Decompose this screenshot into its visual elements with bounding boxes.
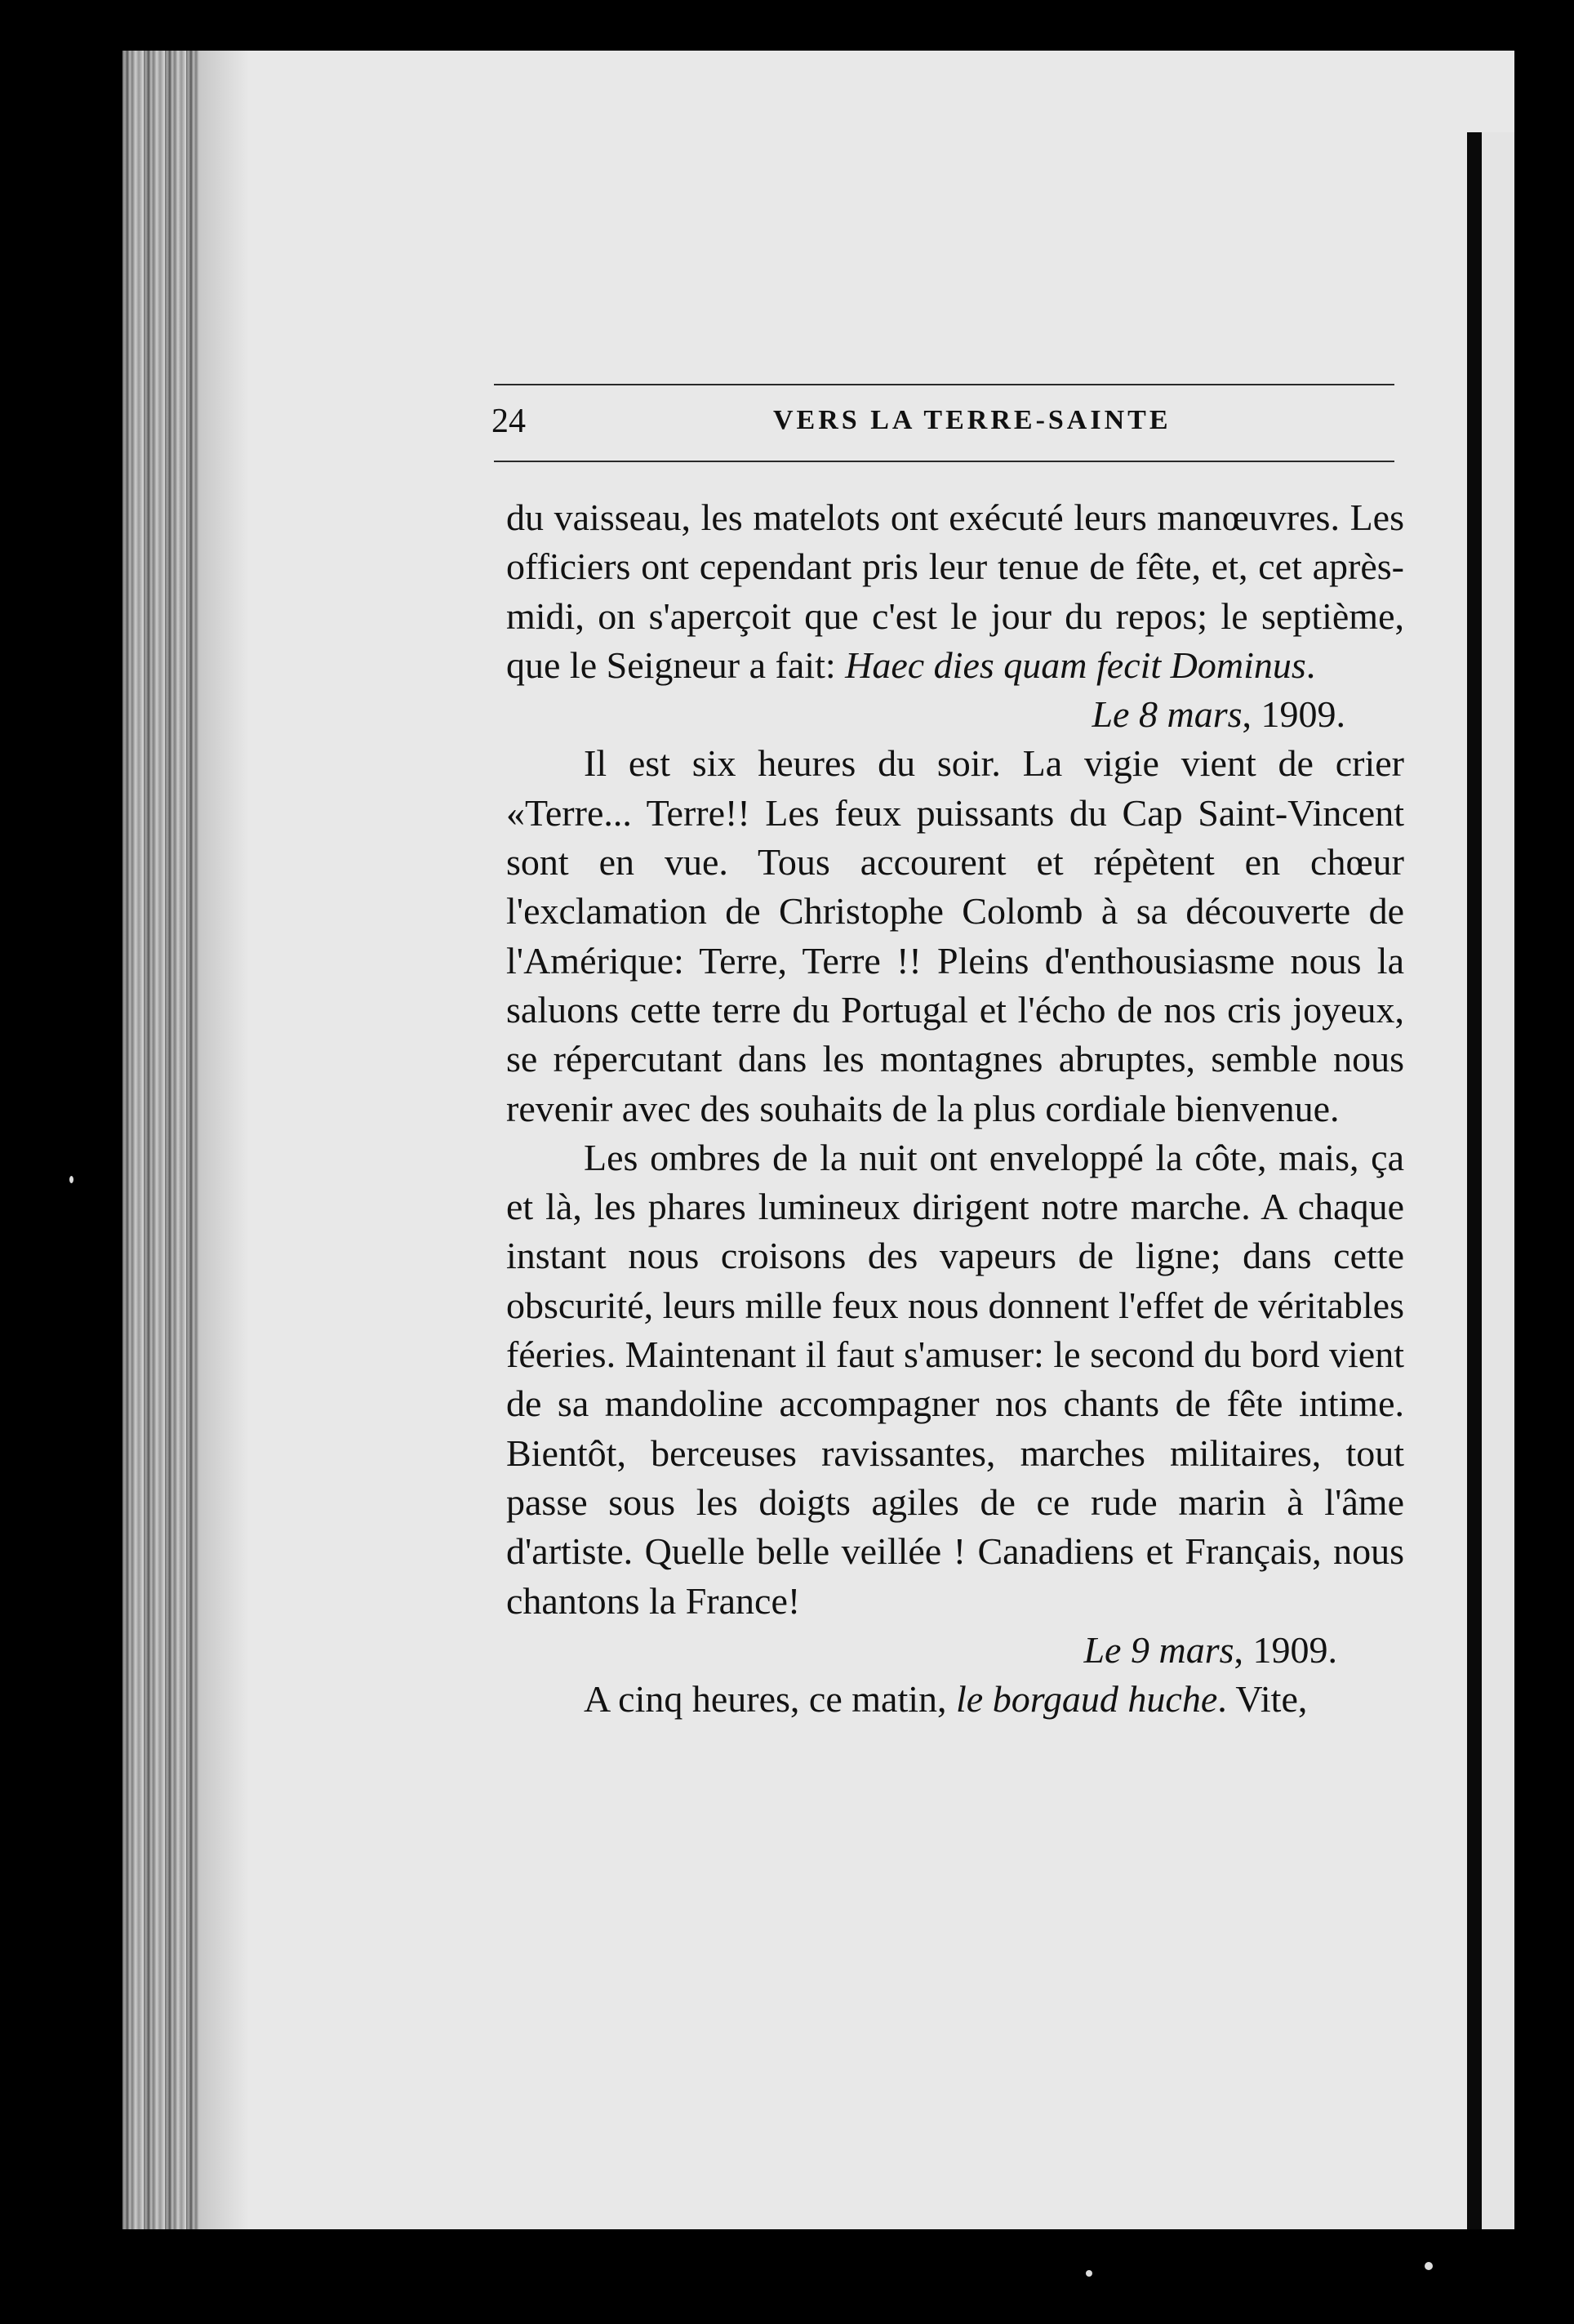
dateline-8-mars [506, 690, 1404, 739]
latin-quote: Haec dies quam fecit Dominus [845, 643, 1306, 686]
paragraph-4-end: . Vite, [1217, 1678, 1308, 1721]
paragraph-1-end: . [1305, 643, 1316, 686]
paragraph-4 [506, 1675, 1404, 1724]
dateline-9-mars-day: Le 9 mars [1083, 1628, 1234, 1671]
paragraph-2: Il est six heures du soir. La vigie vient de crier «Terre... Terre!! Les feux puissants du Cap Saint-Vincent sont en vue. Tous accourent et répètent en chœur l'exclamation de Christophe Colomb à sa découverte de l'Amérique: Terre, Terre !! Pleins d'enthousiasme nous la saluons cette terre du Portugal et l'écho de nos cris joyeux, se répercutant dans les montagnes abruptes, semble nous revenir avec des souhaits de la plus cordiale bienvenue. [506, 742, 1404, 1129]
book-binding-edge [122, 51, 200, 2229]
paragraph-4-start: A cinq heures, ce matin, [584, 1678, 957, 1721]
dateline-8-mars-day: Le 8 mars [1092, 693, 1243, 736]
page-content [384, 384, 1408, 1724]
scan-speck [69, 1176, 73, 1183]
body-text [506, 493, 1404, 1724]
scan-speck [1086, 2270, 1092, 2277]
dateline-9-mars-year: , 1909. [1234, 1628, 1337, 1671]
page-number: 24 [491, 403, 526, 440]
running-head [491, 385, 1398, 461]
next-page-edge [1467, 132, 1514, 2229]
paragraph-1-text: du vaisseau, les matelots ont exécuté leurs manœuvres. Les officiers ont cependant pris leur tenue de fête, et, cet après-midi, on s'aperçoit que c'est le jour du repos; le septième, que le Seigneur a fait: [506, 496, 1404, 686]
paragraph-4-italic: le borgaud huche [956, 1678, 1218, 1721]
paragraph-3: Les ombres de la nuit ont enveloppé la côte, mais, ça et là, les phares lumineux dirigent notre marche. A chaque instant nous croisons des vapeurs de ligne; dans cette obscurité, leurs mille feux nous donnent l'effet de véritables féeries. Maintenant il faut s'amuser: le second du bord vient de sa mandoline accompagner nos chants de fête intime. Bientôt, berceuses ravissantes, marches militaires, tout passe sous les doigts agiles de ce rude marin à l'âme d'artiste. Quelle belle veillée ! Canadiens et Français, nous chantons la France! [506, 1136, 1404, 1622]
header-rule [494, 461, 1394, 462]
dateline-8-mars-year: , 1909. [1242, 693, 1345, 736]
scan-speck [1425, 2262, 1433, 2270]
paragraph-1 [506, 493, 1404, 690]
binding-shadow [200, 51, 249, 2229]
dateline-9-mars [506, 1626, 1404, 1675]
running-title: VERS LA TERRE-SAINTE [773, 405, 1172, 435]
